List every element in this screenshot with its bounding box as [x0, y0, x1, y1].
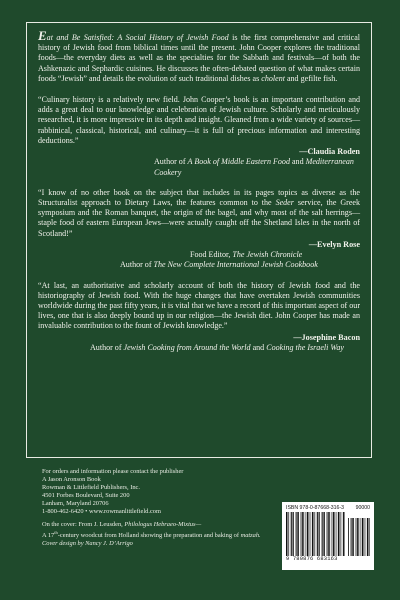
barcode-stripe — [362, 518, 363, 556]
cover-credit-1: On the cover: From J. Leusden, Philologus Hebraeo-Mixtus— — [42, 521, 202, 529]
roden-books: Author of A Book of Middle Eastern Food and Mediterranean Cookery — [154, 157, 354, 177]
attribution-rose: —Evelyn Rose — [308, 239, 360, 249]
intro-text-end: and gefilte fish. — [284, 73, 338, 83]
barcode-stripe — [353, 518, 354, 556]
barcode-stripe — [302, 512, 303, 556]
isbn-barcode — [286, 512, 345, 556]
barcode-stripe — [343, 512, 344, 556]
barcode-stripe — [348, 518, 349, 556]
bacon-books: Author of Jewish Cooking from Around the World and Cooking the Israeli Way — [90, 343, 344, 353]
barcode-stripe — [364, 518, 365, 556]
barcode-number: 9 780876 683163 — [286, 556, 338, 562]
contact-line: 1-800-462-6420 • www.rowmanlittlefield.com — [42, 507, 161, 515]
barcode-stripe — [322, 512, 323, 556]
barcode-stripe — [369, 518, 370, 556]
barcode-stripe — [367, 518, 368, 556]
address-line-2: Lanham, Maryland 20706 — [42, 499, 109, 507]
barcode-stripe — [319, 512, 320, 556]
barcode-stripe — [293, 512, 294, 556]
book-title: at and Be Satisfied: A Social History of Jewish Food — [46, 33, 229, 42]
intro-paragraph — [38, 28, 360, 84]
barcode-stripe — [303, 512, 304, 556]
barcode-block — [282, 502, 374, 570]
barcode-stripe — [338, 512, 339, 556]
imprint-line: A Jason Aronson Book — [42, 475, 101, 483]
barcode-stripe — [329, 512, 330, 556]
barcode-stripe — [317, 512, 318, 556]
blurb-panel — [26, 22, 372, 458]
quote-roden: “Culinary history is a relatively new field. John Cooper’s book is an important contribution and adds a great deal to our knowledge and celebration of Jewish culture. Scholarly and meticulously researched, it is more impressive in its depth and insight. Gleaned from a wide variety of sources—rabbinical, classical, historical, and culinary—it is full of precious information and interesting deductions.” — [38, 95, 360, 145]
attribution-bacon: —Josephine Bacon — [293, 332, 360, 342]
rose-role: Food Editor, The Jewish Chronicle — [190, 250, 303, 260]
barcode-stripe — [334, 512, 335, 556]
price-barcode — [348, 518, 370, 556]
barcode-stripe — [286, 512, 287, 556]
attribution-roden: —Claudia Roden — [299, 147, 360, 157]
drop-cap: E — [38, 28, 47, 43]
barcode-stripe — [309, 512, 310, 556]
barcode-stripe — [333, 512, 334, 556]
barcode-stripe — [312, 512, 313, 556]
publisher-name: Rowman & Littlefield Publishers, Inc. — [42, 483, 140, 491]
address-line-1: 4501 Forbes Boulevard, Suite 200 — [42, 491, 130, 499]
isbn-label: ISBN 978-0-87668-316-3 90000 — [286, 505, 370, 511]
intro-cholent: cholent — [261, 73, 285, 83]
barcode-stripe — [298, 512, 299, 556]
barcode-stripe — [291, 512, 292, 556]
cover-credit-2: A 17th-century woodcut from Holland showing the preparation and baking of matzah. — [42, 530, 261, 540]
barcode-stripe — [314, 512, 315, 556]
quote-rose: “I know of no other book on the subject that includes in its pages topics as diverse as the Structuralist approach to Dietary Laws, the features common to the Seder service, the Greek symposium and the Roman banquet, the origin of the bagel, and why most of the salt herrings—staple food of eastern European Jews—were actually caught off the Shetland Isles in the north of Scotland!” — [38, 187, 360, 238]
intro-text: is the first comprehensive and critical history of Jewish food from biblical times until the present. John Cooper explores the traditional foods—the everyday diets as well as the specialties for the Sabbath and festivals—of both the Ashkenazic and Sephardic cuisines. He discusses the often-debated question of what makes certain foods “Jewish” and details the evolution of such traditional dishes as — [38, 33, 360, 83]
barcode-stripe — [296, 512, 297, 556]
barcode-stripe — [340, 512, 341, 556]
barcode-stripe — [288, 512, 289, 556]
barcode-stripe — [324, 512, 325, 556]
barcode-stripe — [359, 518, 360, 556]
barcode-stripe — [352, 518, 353, 556]
publisher-info — [42, 468, 272, 548]
quote-bacon: “At last, an authoritative and scholarly account of both the history of Jewish food and the historiography of Jewish food. With the huge changes that have overtaken Jewish communities worldwide during the past fifty years, it is vital that we have a record of this important aspect of our lives, one that is also deeply bound up in our religion—the Jewish diet. John Cooper has made an invaluable contribution to the fount of Jewish knowledge.” — [38, 280, 360, 331]
rose-book: Author of The New Complete International Jewish Cookbook — [120, 260, 318, 270]
barcode-stripe — [327, 512, 328, 556]
orders-line: For orders and information please contact the publisher — [42, 468, 184, 475]
barcode-stripe — [357, 518, 358, 556]
cover-design-credit: Cover design by Nancy J. D’Arrigo — [42, 540, 133, 548]
barcode-stripe — [307, 512, 308, 556]
